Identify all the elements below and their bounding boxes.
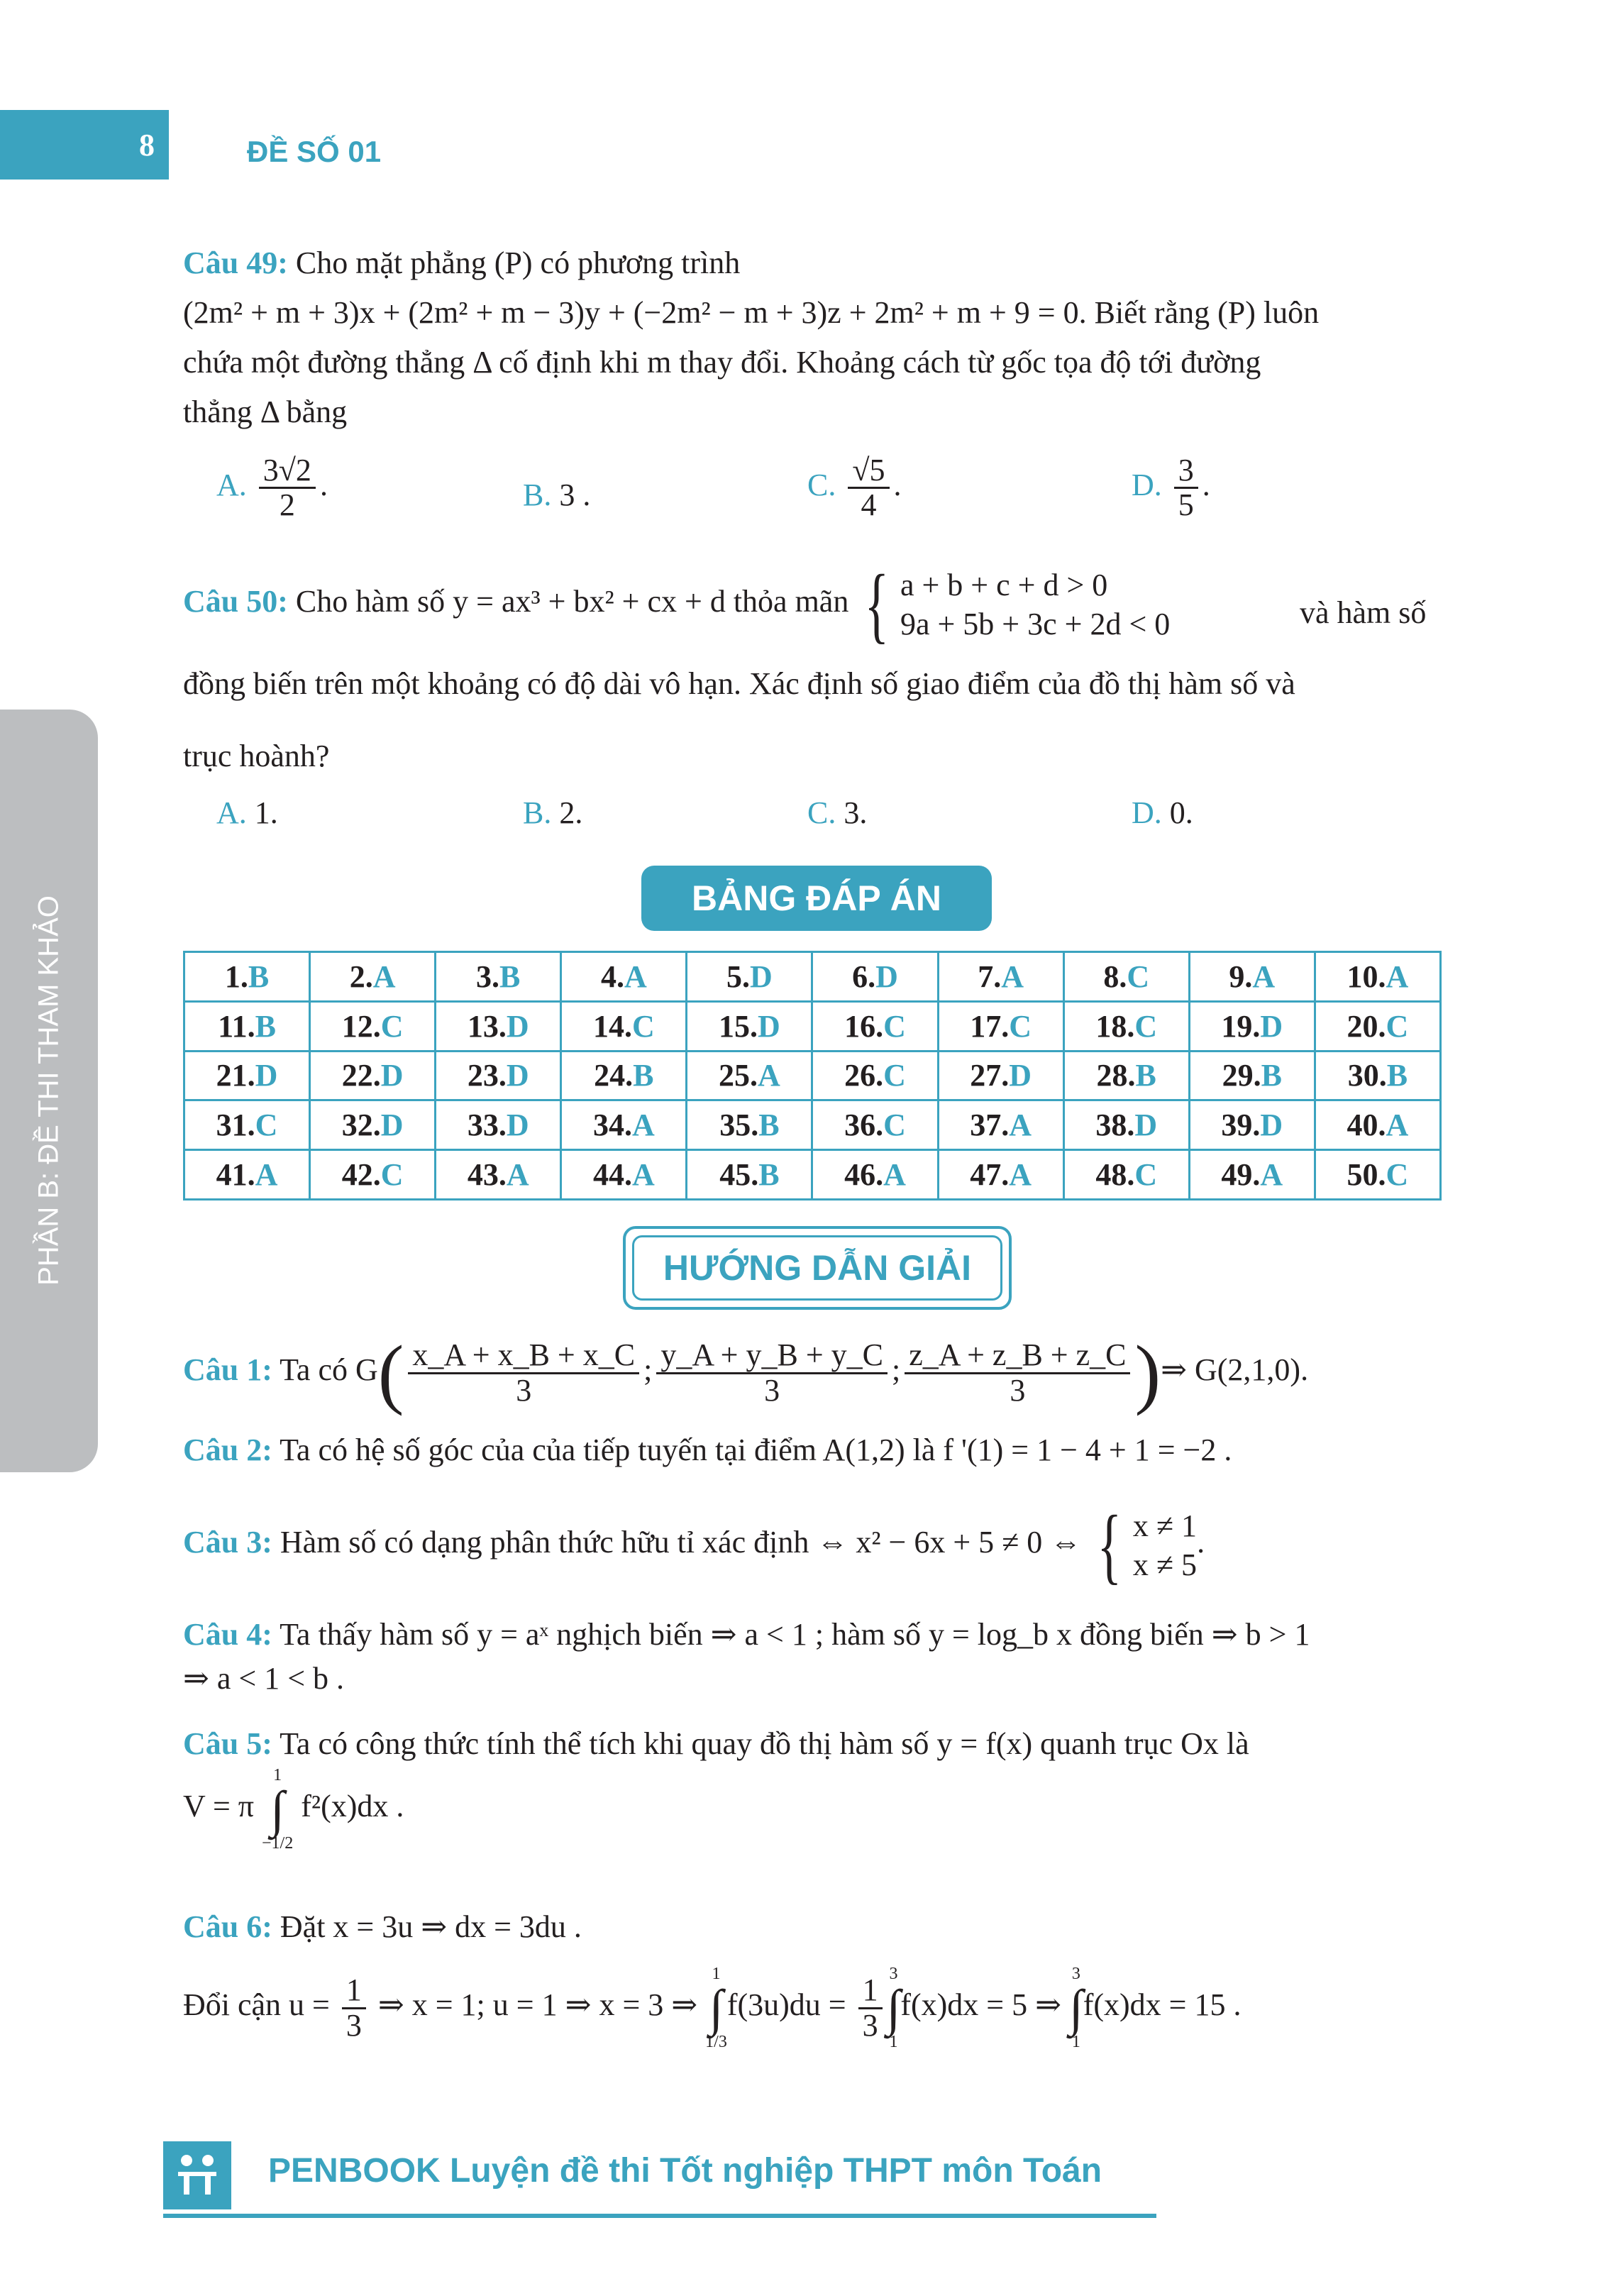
integrand: f²(x)dx . bbox=[301, 1789, 404, 1824]
answer-letter: C bbox=[1127, 959, 1150, 994]
answer-cell bbox=[1063, 1100, 1189, 1150]
option-letter: A. bbox=[216, 467, 247, 502]
numerator: 3√2 bbox=[259, 454, 316, 489]
question-number: 15. bbox=[719, 1008, 758, 1044]
question-number: 24. bbox=[594, 1058, 634, 1093]
denominator: 3 bbox=[516, 1372, 532, 1408]
denominator: 3 bbox=[764, 1372, 780, 1408]
lower-limit: 1 bbox=[1071, 2033, 1080, 2051]
c1-text: Ta có G bbox=[280, 1352, 378, 1388]
answer-letter: C bbox=[631, 1008, 655, 1044]
answer-letter: B bbox=[758, 1157, 780, 1193]
q49-text1: Cho mặt phẳng (P) có phương trình bbox=[295, 245, 741, 280]
answer-cell bbox=[812, 1150, 938, 1200]
q49-option-c bbox=[807, 454, 902, 521]
fraction bbox=[1174, 454, 1198, 521]
question-number: 45. bbox=[719, 1157, 759, 1193]
question-number: 49. bbox=[1221, 1157, 1261, 1193]
answer-letter: D bbox=[1009, 1058, 1032, 1093]
answer-row bbox=[184, 1150, 1441, 1200]
question-number: 13. bbox=[467, 1008, 507, 1044]
answer-letter: A bbox=[1260, 1157, 1283, 1193]
fraction bbox=[408, 1339, 639, 1406]
answer-letter: D bbox=[1260, 1008, 1283, 1044]
footer-title: PENBOOK Luyện đề thi Tốt nghiệp THPT môn Toán bbox=[268, 2152, 1102, 2190]
integrand: f(3u)du = bbox=[726, 1987, 846, 2023]
answer-cell bbox=[310, 1100, 436, 1150]
question-number: 18. bbox=[1095, 1008, 1135, 1044]
question-number: 23. bbox=[467, 1058, 507, 1093]
question-number: 6. bbox=[852, 959, 876, 994]
option-text: 2. bbox=[559, 795, 583, 830]
answer-cell bbox=[310, 1051, 436, 1100]
condition-2: 9a + 5b + 3c + 2d < 0 bbox=[900, 607, 1171, 641]
q49-line3: chứa một đường thẳng Δ cố định khi m thay đổi. Khoảng cách từ gốc tọa độ tới đường bbox=[183, 345, 1261, 380]
question-number: 20. bbox=[1347, 1008, 1386, 1044]
upper-limit: 3 bbox=[889, 1965, 898, 1983]
answer-cell bbox=[1063, 1001, 1189, 1051]
c3-tail: . bbox=[1197, 1525, 1205, 1560]
q49-option-a bbox=[216, 454, 328, 521]
answer-letter: A bbox=[1001, 959, 1024, 994]
side-tab-label: PHẦN B: ĐỀ THI THAM KHẢO bbox=[33, 895, 65, 1286]
answer-cell bbox=[436, 1100, 561, 1150]
answer-letter: B bbox=[499, 959, 521, 994]
option-letter: C. bbox=[807, 467, 836, 502]
upper-limit: 1 bbox=[712, 1965, 721, 1983]
answer-row bbox=[184, 952, 1441, 1002]
guide-title-frame bbox=[623, 1226, 1012, 1310]
answer-letter: A bbox=[1252, 959, 1276, 994]
numerator: x_A + x_B + x_C bbox=[408, 1339, 639, 1374]
answer-letter: A bbox=[631, 1157, 655, 1193]
numerator: 3 bbox=[1174, 454, 1198, 489]
question-number: 34. bbox=[592, 1108, 632, 1143]
question-number: 41. bbox=[216, 1157, 255, 1193]
integral-sign: 1 ∫ 1/3 bbox=[705, 1965, 727, 2051]
answer-letter: C bbox=[883, 1008, 906, 1044]
option-letter: B. bbox=[523, 795, 552, 830]
answer-cell bbox=[561, 952, 687, 1002]
answer-letter: B bbox=[1135, 1058, 1156, 1093]
answer-cell bbox=[938, 1051, 1063, 1100]
question-number: 28. bbox=[1096, 1058, 1136, 1093]
option-tail: . bbox=[1202, 467, 1210, 502]
answer-letter: A bbox=[624, 959, 647, 994]
c5-label: Câu 5: bbox=[183, 1726, 272, 1761]
question-number: 7. bbox=[978, 959, 1002, 994]
right-paren: ) bbox=[1134, 1330, 1161, 1416]
question-number: 46. bbox=[844, 1157, 884, 1193]
question-number: 12. bbox=[341, 1008, 381, 1044]
question-number: 21. bbox=[216, 1058, 255, 1093]
question-number: 40. bbox=[1347, 1108, 1386, 1143]
c4-line bbox=[183, 1616, 1310, 1652]
integral-sign: 3 ∫ 1 bbox=[886, 1965, 901, 2051]
question-number: 38. bbox=[1095, 1108, 1135, 1143]
question-number: 36. bbox=[844, 1108, 884, 1143]
v-prefix: V = π bbox=[183, 1789, 255, 1824]
question-number: 50. bbox=[1347, 1157, 1386, 1193]
c5-text: Ta có công thức tính thể tích khi quay đồ thị hàm số y = f(x) quanh trục Ox là bbox=[280, 1726, 1249, 1761]
q49-option-b bbox=[523, 477, 590, 513]
answer-letter: B bbox=[1386, 1058, 1408, 1093]
answer-cell bbox=[184, 1051, 310, 1100]
c4-line2: ⇒ a < 1 < b . bbox=[183, 1661, 345, 1696]
answer-letter: C bbox=[1134, 1157, 1158, 1193]
answer-cell bbox=[938, 1100, 1063, 1150]
answer-cell bbox=[1315, 952, 1440, 1002]
answer-cell bbox=[1315, 1150, 1440, 1200]
page-number: 8 bbox=[0, 110, 169, 180]
question-number: 35. bbox=[719, 1108, 759, 1143]
question-number: 2. bbox=[349, 959, 373, 994]
answer-letter: B bbox=[758, 1108, 780, 1143]
question-number: 9. bbox=[1229, 959, 1253, 994]
numerator: 1 bbox=[858, 1974, 883, 2009]
question-number: 26. bbox=[844, 1058, 884, 1093]
condition-1: a + b + c + d > 0 bbox=[900, 568, 1108, 602]
answer-letter: D bbox=[380, 1108, 404, 1143]
question-number: 43. bbox=[467, 1157, 507, 1193]
answer-cell bbox=[561, 1001, 687, 1051]
c3-label: Câu 3: bbox=[183, 1525, 272, 1560]
answer-letter: B bbox=[633, 1058, 654, 1093]
answer-letter: D bbox=[1134, 1108, 1158, 1143]
upper-limit: 3 bbox=[1071, 1965, 1080, 1983]
answer-letter: D bbox=[255, 1058, 278, 1093]
numerator: √5 bbox=[848, 454, 889, 489]
answer-cell bbox=[1189, 1150, 1315, 1200]
numerator: z_A + z_B + z_C bbox=[905, 1339, 1130, 1374]
question-number: 22. bbox=[341, 1058, 381, 1093]
question-number: 42. bbox=[341, 1157, 381, 1193]
c6-text: Đặt x = 3u ⇒ dx = 3du . bbox=[280, 1909, 582, 1944]
denominator: 3 bbox=[345, 2007, 362, 2043]
lower-limit: 1 bbox=[889, 2033, 898, 2051]
q49-line4: thẳng Δ bằng bbox=[183, 394, 348, 429]
question-number: 33. bbox=[467, 1108, 507, 1143]
upper-limit: 1 bbox=[273, 1766, 282, 1784]
fraction bbox=[656, 1339, 888, 1406]
integral-sign: 1 ∫ −1/2 bbox=[262, 1766, 294, 1853]
question-number: 31. bbox=[216, 1108, 255, 1143]
q50-option-a bbox=[216, 795, 278, 831]
c2-line bbox=[183, 1432, 1232, 1468]
answer-cell bbox=[687, 952, 812, 1002]
answer-row bbox=[184, 1001, 1441, 1051]
answer-letter: A bbox=[631, 1108, 655, 1143]
answer-cell bbox=[938, 952, 1063, 1002]
q50-label: Câu 50: bbox=[183, 584, 288, 619]
answer-letter: A bbox=[1009, 1157, 1032, 1193]
integral-sign: 3 ∫ 1 bbox=[1068, 1965, 1083, 2051]
answer-letter: C bbox=[1386, 1008, 1409, 1044]
answer-cell bbox=[687, 1150, 812, 1200]
fraction bbox=[905, 1339, 1130, 1406]
integrand: f(x)dx = 15 . bbox=[1083, 1987, 1242, 2023]
question-number: 37. bbox=[970, 1108, 1010, 1143]
c6-line2 bbox=[183, 1965, 1242, 2051]
question-number: 17. bbox=[970, 1008, 1010, 1044]
c2-text: Ta có hệ số góc của của tiếp tuyến tại điểm A(1,2) là f '(1) = 1 − 4 + 1 = −2 . bbox=[280, 1433, 1232, 1467]
answer-cell bbox=[1189, 1100, 1315, 1150]
answer-letter: A bbox=[1009, 1108, 1032, 1143]
left-paren: ( bbox=[377, 1330, 404, 1416]
c6-line bbox=[183, 1909, 582, 1945]
question-number: 29. bbox=[1222, 1058, 1261, 1093]
answer-letter: A bbox=[883, 1157, 906, 1193]
answer-cell bbox=[184, 1150, 310, 1200]
brace-icon: { bbox=[864, 557, 890, 651]
answer-letter: A bbox=[255, 1157, 278, 1193]
answer-cell bbox=[1063, 952, 1189, 1002]
condition-system bbox=[856, 557, 1171, 651]
answer-cell bbox=[436, 1001, 561, 1051]
guide-title: HƯỚNG DẪN GIẢI bbox=[632, 1235, 1002, 1301]
lower-limit: 1/3 bbox=[705, 2033, 727, 2051]
condition-2: x ≠ 5 bbox=[1132, 1547, 1198, 1582]
question-number: 11. bbox=[218, 1008, 255, 1044]
answer-cell bbox=[812, 1001, 938, 1051]
answer-cell bbox=[812, 1051, 938, 1100]
answer-letter: A bbox=[506, 1157, 529, 1193]
answer-letter: A bbox=[1386, 1108, 1409, 1143]
answer-table-title: BẢNG ĐÁP ÁN bbox=[641, 866, 992, 931]
q50-option-c bbox=[807, 795, 867, 831]
integrand: f(x)dx = 5 ⇒ bbox=[900, 1987, 1061, 2023]
q49-line2 bbox=[183, 294, 1319, 331]
question-number: 5. bbox=[726, 959, 751, 994]
q50-text1: Cho hàm số y = ax³ + bx² + cx + d thỏa mãn bbox=[295, 584, 849, 619]
q49-label: Câu 49: bbox=[183, 245, 288, 280]
answer-cell bbox=[310, 952, 436, 1002]
question-number: 44. bbox=[592, 1157, 632, 1193]
answer-letter: C bbox=[380, 1157, 404, 1193]
answer-letter: D bbox=[1260, 1108, 1283, 1143]
exam-title: ĐỀ SỐ 01 bbox=[247, 135, 382, 168]
answer-letter: A bbox=[1386, 959, 1409, 994]
denominator: 3 bbox=[862, 2007, 878, 2043]
answer-cell bbox=[310, 1150, 436, 1200]
c4-label: Câu 4: bbox=[183, 1617, 272, 1652]
answer-cell bbox=[1315, 1100, 1440, 1150]
question-number: 19. bbox=[1221, 1008, 1261, 1044]
numerator: 1 bbox=[342, 1974, 366, 2009]
q49-option-d bbox=[1132, 454, 1210, 521]
c3-text: Hàm số có dạng phân thức hữu tỉ xác định ⇔ x² − 6x + 5 ≠ 0 ⇔ bbox=[280, 1525, 1082, 1560]
answer-letter: D bbox=[750, 959, 773, 994]
question-number: 10. bbox=[1347, 959, 1386, 994]
option-letter: C. bbox=[807, 795, 836, 830]
q50-option-d bbox=[1132, 795, 1193, 831]
question-number: 47. bbox=[970, 1157, 1010, 1193]
answer-letter: D bbox=[506, 1008, 529, 1044]
c3-line bbox=[183, 1498, 1205, 1592]
answer-letter: B bbox=[248, 959, 270, 994]
answer-cell bbox=[938, 1150, 1063, 1200]
answer-cell bbox=[687, 1100, 812, 1150]
answer-cell bbox=[436, 1051, 561, 1100]
answer-letter: C bbox=[1009, 1008, 1032, 1044]
option-letter: D. bbox=[1132, 795, 1162, 830]
option-tail: . bbox=[319, 467, 328, 502]
answer-cell bbox=[1063, 1150, 1189, 1200]
c1-label: Câu 1: bbox=[183, 1352, 272, 1388]
option-text: 3. bbox=[844, 795, 868, 830]
answer-letter: C bbox=[1134, 1008, 1158, 1044]
answer-letter: D bbox=[875, 959, 898, 994]
question-number: 8. bbox=[1103, 959, 1127, 994]
option-tail: . bbox=[893, 467, 902, 502]
question-number: 3. bbox=[476, 959, 500, 994]
answer-cell bbox=[1189, 1051, 1315, 1100]
answer-cell bbox=[561, 1100, 687, 1150]
option-text: 0. bbox=[1169, 795, 1193, 830]
lower-limit: −1/2 bbox=[262, 1834, 294, 1853]
c6-text2: Đổi cận u = bbox=[183, 1987, 330, 2023]
denominator: 4 bbox=[861, 487, 877, 523]
fraction bbox=[858, 1974, 883, 2041]
answer-cell bbox=[184, 1001, 310, 1051]
numerator: y_A + y_B + y_C bbox=[656, 1339, 888, 1374]
q50-line3: trục hoành? bbox=[183, 739, 330, 773]
people-icon bbox=[163, 2141, 231, 2209]
answer-table bbox=[183, 951, 1442, 1201]
c1-line: Câu 1: Ta có G( $\frac{x\_A + x\_B + x\_C}{3}$ ; $\frac{y\_A + y\_B + y\_C}{3}$ ; $\frac{z\_A + z\_B + z\_C}{3}$ )⇒ G(2,1,0). bbox=[183, 1330, 1309, 1416]
fraction bbox=[342, 1974, 366, 2041]
answer-cell bbox=[938, 1001, 1063, 1051]
answer-letter: D bbox=[380, 1058, 404, 1093]
question-number: 14. bbox=[592, 1008, 632, 1044]
q50-line2: đồng biến trên một khoảng có độ dài vô hạn. Xác định số giao điểm của đồ thị hàm số và bbox=[183, 666, 1295, 701]
question-number: 25. bbox=[719, 1058, 758, 1093]
answer-cell bbox=[310, 1001, 436, 1051]
answer-letter: A bbox=[758, 1058, 780, 1093]
answer-letter: B bbox=[255, 1008, 277, 1044]
answer-letter: C bbox=[883, 1058, 906, 1093]
answer-cell bbox=[687, 1001, 812, 1051]
answer-cell bbox=[561, 1051, 687, 1100]
answer-row bbox=[184, 1051, 1441, 1100]
c6-label: Câu 6: bbox=[183, 1909, 272, 1944]
question-number: 27. bbox=[970, 1058, 1010, 1093]
answer-letter: C bbox=[255, 1108, 278, 1143]
denominator: 5 bbox=[1178, 487, 1194, 523]
q49-line1 bbox=[183, 245, 740, 281]
option-letter: B. bbox=[523, 478, 552, 512]
question-number: 16. bbox=[844, 1008, 884, 1044]
answer-cell bbox=[1315, 1051, 1440, 1100]
c6-text3: ⇒ x = 1; u = 1 ⇒ x = 3 ⇒ bbox=[377, 1987, 698, 2023]
answer-cell bbox=[1189, 1001, 1315, 1051]
question-number: 1. bbox=[224, 959, 248, 994]
fraction bbox=[848, 454, 889, 521]
answer-cell bbox=[1063, 1051, 1189, 1100]
answer-cell bbox=[436, 952, 561, 1002]
answer-cell bbox=[812, 952, 938, 1002]
question-number: 48. bbox=[1095, 1157, 1135, 1193]
answer-cell bbox=[184, 1100, 310, 1150]
answer-cell bbox=[1189, 952, 1315, 1002]
c1-result: ⇒ G(2,1,0). bbox=[1161, 1352, 1309, 1388]
answer-row bbox=[184, 1100, 1441, 1150]
q49-equation: (2m² + m + 3)x + (2m² + m − 3)y + (−2m² − m + 3)z + 2m² + m + 9 = 0 bbox=[183, 295, 1079, 330]
q50-line1 bbox=[183, 557, 1171, 651]
option-text: 3 . bbox=[559, 478, 591, 512]
condition-system bbox=[1089, 1498, 1198, 1592]
answer-cell bbox=[561, 1150, 687, 1200]
answer-letter: C bbox=[883, 1108, 906, 1143]
question-number: 39. bbox=[1221, 1108, 1261, 1143]
brace-icon: { bbox=[1097, 1498, 1122, 1592]
footer-divider bbox=[163, 2214, 1156, 2218]
answer-letter: D bbox=[506, 1108, 529, 1143]
q50-line1-tail: và hàm số bbox=[1300, 595, 1427, 630]
denominator: 3 bbox=[1010, 1372, 1026, 1408]
condition-1: x ≠ 1 bbox=[1132, 1508, 1198, 1543]
answer-letter: C bbox=[380, 1008, 404, 1044]
answer-letter: C bbox=[1386, 1157, 1409, 1193]
option-text: 1. bbox=[254, 795, 278, 830]
question-number: 32. bbox=[341, 1108, 381, 1143]
answer-letter: D bbox=[506, 1058, 529, 1093]
c2-label: Câu 2: bbox=[183, 1433, 272, 1467]
option-letter: A. bbox=[216, 795, 247, 830]
c5-line bbox=[183, 1726, 1249, 1762]
answer-letter: B bbox=[1261, 1058, 1282, 1093]
denominator: 2 bbox=[279, 487, 295, 523]
c5-formula bbox=[183, 1767, 404, 1852]
answer-letter: D bbox=[758, 1008, 780, 1044]
answer-cell bbox=[812, 1100, 938, 1150]
q49-line2-tail: . Biết rằng (P) luôn bbox=[1078, 295, 1320, 330]
answer-cell bbox=[184, 952, 310, 1002]
fraction bbox=[259, 454, 316, 521]
answer-cell bbox=[1315, 1001, 1440, 1051]
answer-cell bbox=[436, 1150, 561, 1200]
q50-option-b bbox=[523, 795, 582, 831]
option-letter: D. bbox=[1132, 467, 1162, 502]
answer-letter: A bbox=[372, 959, 396, 994]
answer-cell bbox=[687, 1051, 812, 1100]
question-number: 30. bbox=[1347, 1058, 1387, 1093]
question-number: 4. bbox=[600, 959, 624, 994]
c4-text: Ta thấy hàm số y = aˣ nghịch biến ⇒ a < 1 ; hàm số y = log_b x đồng biến ⇒ b > 1 bbox=[280, 1617, 1310, 1652]
